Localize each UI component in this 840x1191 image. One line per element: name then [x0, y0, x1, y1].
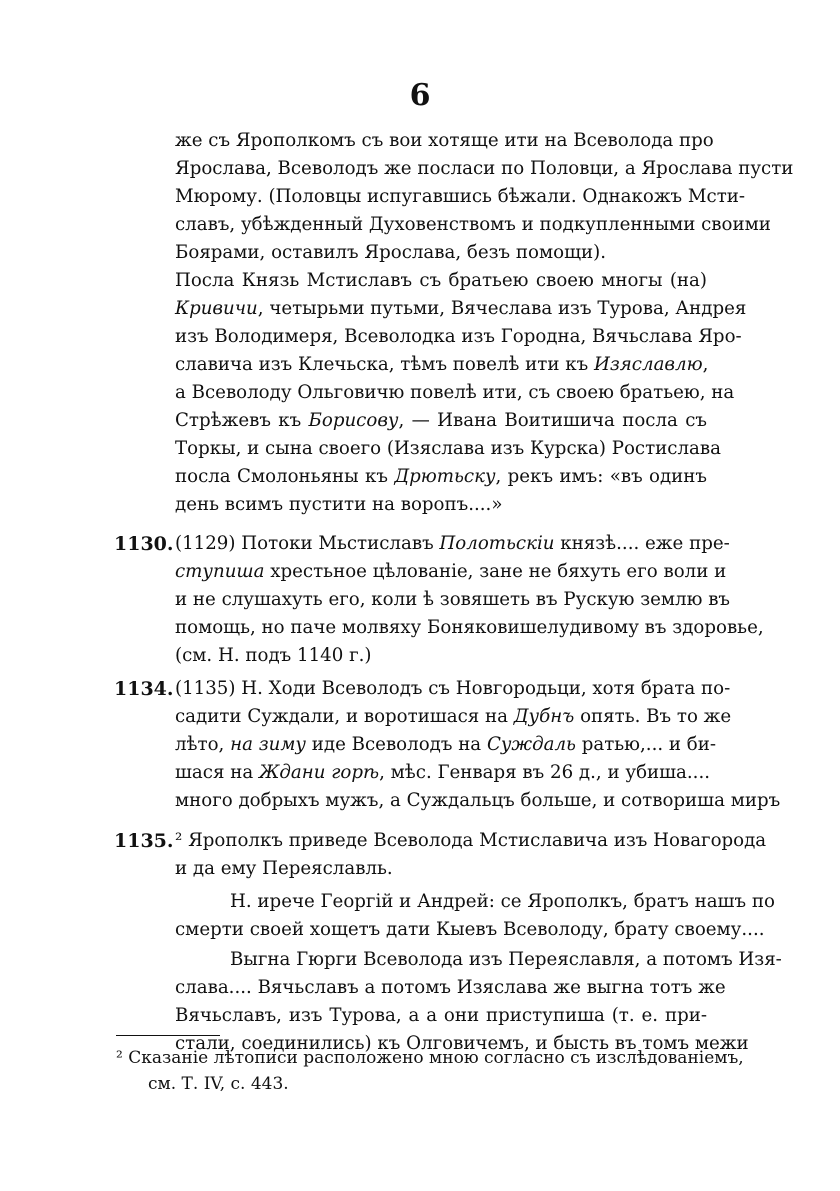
text-line: Ярослава, Всеволодъ же посласи по Половци, а Ярослава пусти: [175, 158, 794, 179]
footnote-rule: [116, 1035, 220, 1036]
text-span: князѣ.... еже пре-: [554, 533, 730, 554]
text-span: хрестьное цѣлованіе, зане не бяхуть его воли и: [264, 561, 727, 582]
text-span: лѣто,: [175, 734, 231, 755]
text-span: Стрѣжевъ къ: [175, 410, 309, 431]
text-span: ратью,... и би-: [575, 734, 717, 755]
place-name: Полотьскіи: [439, 533, 555, 554]
text-line: [175, 759, 711, 787]
text-line: [175, 731, 717, 759]
italic-word: ступиша: [175, 561, 265, 582]
text-line: (1135) Н. Ходи Всеволодъ съ Новгородьци, хотя брата по-: [175, 678, 731, 699]
text-line: Посла Князь Мстиславъ съ братьею своею многы (на): [175, 270, 707, 291]
text-span: (1129) Потоки Мьстиславъ: [175, 533, 440, 554]
text-span: славича изъ Клечьска, тѣмъ повелѣ ити къ: [175, 354, 594, 375]
year-label: 1130.: [114, 533, 174, 555]
text-line: Боярами, оставилъ Ярослава, безъ помощи).: [175, 242, 606, 263]
text-span: садити Суждали, и воротишася на: [175, 706, 514, 727]
footnote-line: см. Т. IV, с. 443.: [148, 1074, 289, 1094]
text-line: Н. ирече Георгій и Андрей: се Ярополкъ, братъ нашъ по: [230, 891, 775, 912]
text-span: шася на: [175, 762, 259, 783]
text-line: [175, 558, 727, 586]
text-line: много добрыхъ мужъ, а Суждальцъ больше, и сотвориша миръ: [175, 790, 781, 811]
text-line: славъ, убѣжденный Духовенствомъ и подкупленными своими: [175, 214, 771, 235]
text-span: , — Ивана Воитишича посла съ: [398, 410, 707, 431]
text-span: ,: [702, 354, 709, 375]
text-line: изъ Володимеря, Всеволодка изъ Городна, Вячьслава Яро-: [175, 326, 742, 347]
text-line: Мюрому. (Половцы испугавшись бѣжали. Однакожъ Мсти-: [175, 186, 746, 207]
text-line: Выгна Гюрги Всеволода изъ Переяславля, а потомъ Изя-: [230, 949, 782, 970]
text-line: [175, 703, 732, 731]
text-line: же съ Ярополкомъ съ вои хотяще ити на Всеволода про: [175, 130, 714, 151]
text-span: , мѣс. Генваря въ 26 д., и убиша....: [379, 762, 711, 783]
text-line: слава.... Вячьславъ а потомъ Изяслава же выгна тотъ же: [175, 977, 726, 998]
place-name: Дубнъ: [513, 706, 575, 727]
text-span: , рекъ имъ: «въ одинъ: [495, 466, 707, 487]
year-label: 1135.: [114, 830, 174, 852]
text-line: [175, 463, 707, 491]
place-name: Дрютьску: [394, 466, 496, 487]
page-number: 6: [409, 78, 431, 113]
text-span: посла Смолоньяны къ: [175, 466, 395, 487]
text-line: стали, соединились) къ Олговичемъ, и бысть въ томъ межи: [175, 1033, 749, 1054]
footnote-line: ² Сказаніе лѣтописи расположено мною согласно съ изслѣдованіемъ,: [116, 1048, 744, 1068]
text-line: Вячьславъ, изъ Турова, а а они приступиша (т. е. при-: [175, 1005, 707, 1026]
text-line: и не слушахуть его, коли ѣ зовяшеть въ Рускую землю въ: [175, 589, 731, 610]
text-line: [175, 530, 730, 558]
italic-phrase: на зиму: [230, 734, 306, 755]
text-span: опять. Въ то же: [574, 706, 732, 727]
text-span: , четырьми путьми, Вячеслава изъ Турова, Андрея: [257, 298, 747, 319]
text-line: [175, 351, 707, 379]
place-name: Борисову: [308, 410, 399, 431]
text-line: (см. Н. подъ 1140 г.): [175, 645, 372, 666]
text-line: и да ему Переяславль.: [175, 858, 393, 879]
year-label: 1134.: [114, 678, 174, 700]
text-line: помощь, но паче молвяху Боняковишелудивому въ здоровье,: [175, 617, 764, 638]
text-line: ² Ярополкъ приведе Всеволода Мстиславича изъ Новагорода: [175, 830, 767, 851]
text-span: иде Всеволодъ на: [305, 734, 487, 755]
text-line: а Всеволоду Ольговичю повелѣ ити, съ своею братьею, на: [175, 382, 735, 403]
place-name: Суждаль: [486, 734, 576, 755]
place-name: Изяславлю: [593, 354, 703, 375]
place-name: Кривичи: [175, 298, 258, 319]
text-line: [175, 407, 707, 435]
text-line: день всимъ пустити на воропъ....»: [175, 494, 503, 515]
text-line: смерти своей хощетъ дати Кыевъ Всеволоду, брату своему....: [175, 919, 765, 940]
text-line: [175, 295, 747, 323]
text-line: Торкы, и сына своего (Изяслава изъ Курска) Ростислава: [175, 438, 721, 459]
place-name: Ждани горѣ: [258, 762, 380, 783]
